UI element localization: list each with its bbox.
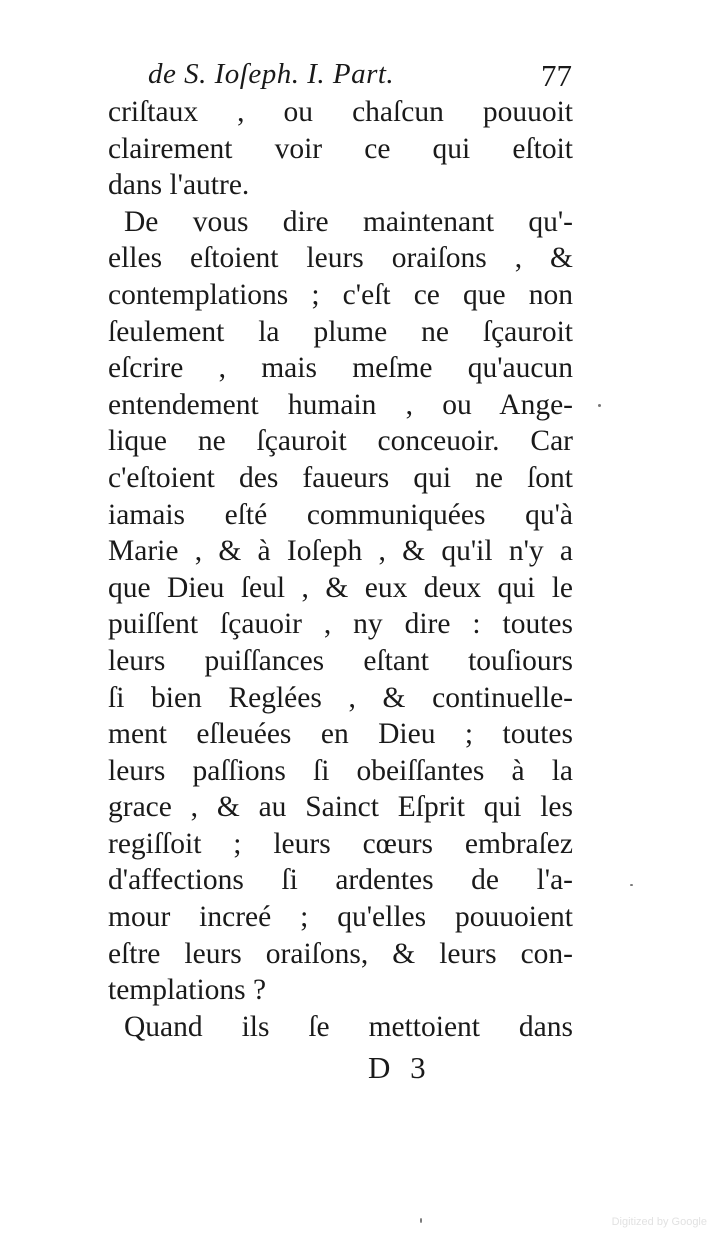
- text-line: lique ne ſçauroit conceuoir. Car: [108, 425, 573, 458]
- text-line: elles eſtoient leurs oraiſons , &: [108, 242, 573, 275]
- text-line: ſi bien Reglées , & continuelle-: [108, 681, 573, 714]
- watermark: Digitized by Google: [611, 1216, 707, 1228]
- text-line: ment eſleuées en Dieu ; toutes: [108, 718, 573, 751]
- text-line: que Dieu ſeul , & eux deux qui le: [108, 571, 573, 604]
- text-line: ſeulement la plume ne ſçauroit: [108, 315, 573, 348]
- text-line: contemplations ; c'eſt ce que non: [108, 278, 573, 311]
- text-line: puiſſent ſçauoir , ny dire : toutes: [108, 608, 573, 641]
- text-line: eſtre leurs oraiſons, & leurs con-: [108, 937, 573, 970]
- signature-mark: D 3: [368, 1050, 432, 1085]
- paper-speck: [420, 1218, 422, 1223]
- page-header: [108, 58, 578, 98]
- text-line: d'affections ſi ardentes de l'a-: [108, 864, 573, 897]
- text-line: templations ?: [108, 974, 267, 1007]
- text-line: dans l'autre.: [108, 169, 250, 202]
- text-line: leurs paſſions ſi obeiſſantes à la: [108, 754, 573, 787]
- text-line: grace , & au Sainct Eſprit qui les: [108, 791, 573, 824]
- text-line: iamais eſté communiquées qu'à: [108, 498, 573, 531]
- text-line: criſtaux , ou chaſcun pouuoit: [108, 96, 573, 128]
- text-line: eſcrire , mais meſme qu'aucun: [108, 352, 573, 385]
- text-line: regiſſoit ; leurs cœurs embraſez: [108, 827, 573, 860]
- text-line: c'eſtoient des faueurs qui ne ſont: [108, 461, 573, 494]
- body-text: [108, 94, 573, 1045]
- page-number: 77: [541, 58, 572, 93]
- text-line: clairement voir ce qui eſtoit: [108, 132, 573, 165]
- paper-speck: [598, 404, 601, 407]
- paper-speck: [630, 884, 633, 886]
- text-line: entendement humain , ou Ange-: [108, 388, 573, 421]
- text-line: Quand ils ſe mettoient dans: [124, 1010, 573, 1043]
- text-line: De vous dire maintenant qu'-: [124, 205, 573, 238]
- text-line: Marie , & à Ioſeph , & qu'il n'y a: [108, 535, 573, 568]
- text-line: mour increé ; qu'elles pouuoient: [108, 901, 573, 934]
- running-title: de S. Ioſeph. I. Part.: [148, 58, 395, 90]
- text-line: leurs puiſſances eſtant touſiours: [108, 644, 573, 677]
